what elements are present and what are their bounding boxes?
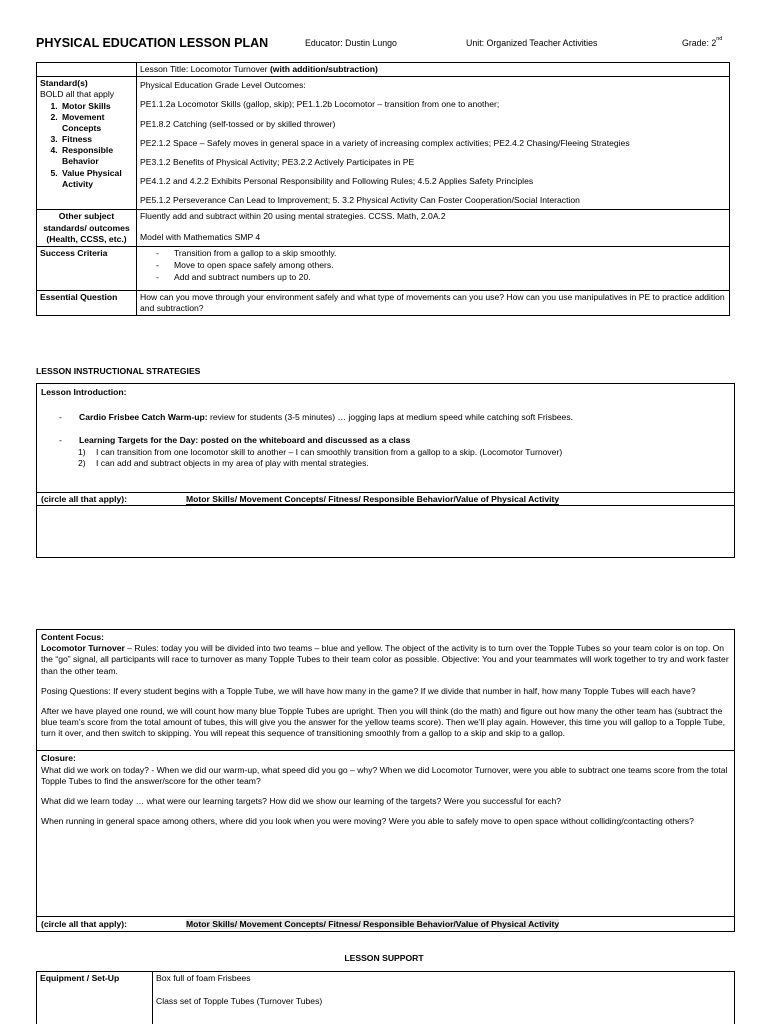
standard-line: PE3.1.2 Benefits of Physical Activity; PE3.2.2 Actively Participates in PE bbox=[140, 156, 415, 167]
list-item: - Add and subtract numbers up to 20. bbox=[156, 272, 726, 283]
introduction-label: Lesson Introduction: bbox=[41, 387, 127, 397]
category-item: 1. Motor Skills bbox=[60, 101, 133, 112]
category-item: 3. Fitness bbox=[60, 134, 133, 145]
outcomes-heading: Physical Education Grade Level Outcomes: bbox=[140, 80, 306, 91]
content-focus-label: Content Focus: bbox=[41, 632, 105, 642]
lesson-title-cell: Lesson Title: Locomotor Turnover (with addition/subtraction) bbox=[137, 63, 730, 77]
closure-question: What did we work on today? - When we did our warm-up, what speed did you go – why? When we did Locomotor Turnover, were you able to subtract one teams score from the total Topple Tubes to find the answer/score for the other team? bbox=[41, 764, 728, 786]
content-focus-section: Content Focus: Locomotor Turnover – Rules: today you will be divided into two teams – blue and yellow. The object of the activity is to turn over the Topple Tubes so your team color is on top. On the “go” signal, all participants will race to turnover as many Topple Tubes to their team color as possible. Objective: You and your teammates will work together to try and work faster than the other team. Posing Questions: If every student begins with a Topple Tube, we will have how many in the game? If we divide that number in half, how many Topple Tubes will each have? After we have played one round, we will count how many blue Topple Tubes are upright. Then you will think (do the math) and figure out how many the other team has (subtract the blue team’s score from the total amount of tubes, this will give you the answer for the yellow teams score). Then we’ll play again. However, this time you will gallop to a Topple Tube, turn it over, and then switch to skipping. You will repeat this sequence of transitioning smoothly from a gallop to a skip and skip to a gallop. bbox=[41, 632, 729, 739]
equipment-item: Class set of Topple Tubes (Turnover Tubes) bbox=[156, 996, 323, 1007]
learning-targets bbox=[78, 447, 730, 469]
standard-line: PE1.8.2 Catching (self-tossed or by skilled thrower) bbox=[140, 118, 336, 129]
closure-question: When running in general space among others, where did you look when you were moving? Were you able to safely move to open space without colliding/contacting others? bbox=[41, 816, 694, 827]
category-item: 2. Movement Concepts bbox=[60, 112, 133, 134]
learning-target: 2) I can add and subtract objects in my area of play with mental strategies. bbox=[78, 457, 369, 468]
document-title: PHYSICAL EDUCATION LESSON PLAN bbox=[36, 36, 269, 50]
closure-question: What did we learn today … what were our learning targets? How did we show our learning of the targets? Were you successful for each? bbox=[41, 795, 562, 806]
standard-line: PE2.1.2 Space – Safely moves in general space in a variety of increasing complex activities; PE2.4.2 Chasing/Fleeing Strategies bbox=[140, 137, 630, 148]
activity-name: Locomotor Turnover bbox=[41, 643, 125, 654]
standard-line: PE5.1.2 Perseverance Can Lead to Improvement; 5. 3.2 Physical Activity Can Foster Cooperation/Social Interaction bbox=[140, 195, 580, 206]
lesson-support-heading: LESSON SUPPORT bbox=[344, 953, 424, 963]
learning-target: 1) I can transition from one locomotor skill to another – I can smoothly transition from a gallop to a skip. (Locomotor Turnover) bbox=[78, 446, 563, 457]
success-criteria-cell bbox=[137, 246, 730, 290]
category-item: 4. Responsible Behavior bbox=[60, 145, 133, 167]
circle-all-row: (circle all that apply): Motor Skills/ Movement Concepts/ Fitness/ Responsible Behavior/Value of Physical Activity bbox=[37, 492, 734, 506]
closure-section bbox=[37, 750, 734, 838]
equipment-cell bbox=[153, 972, 735, 1024]
standard-line: PE1.1.2a Locomotor Skills (gallop, skip); PE1.1.2b Locomotor – transition from one to another; bbox=[140, 99, 500, 110]
standard-line: PE4.1.2 and 4.2.2 Exhibits Personal Responsibility and Following Rules; 4.5.2 Applies Safety Principles bbox=[140, 176, 534, 187]
other-standards-cell: Fluently add and subtract within 20 using mental strategies. CCSS. Math, 2.0A.2 Model with Mathematics SMP 4 bbox=[137, 210, 730, 247]
list-item: - Move to open space safely among others. bbox=[156, 260, 726, 271]
essential-question-label: Essential Question bbox=[37, 290, 137, 315]
unit-name: Unit: Organized Teacher Activities bbox=[466, 38, 598, 48]
content-focus-box bbox=[36, 629, 735, 932]
list-item: - Cardio Frisbee Catch Warm-up: review for students (3-5 minutes) … jogging laps at medium speed while catching soft Frisbees. bbox=[59, 412, 730, 423]
success-criteria-label: Success Criteria bbox=[37, 246, 137, 290]
introduction-list bbox=[59, 412, 730, 469]
essential-question-cell: How can you move through your environment safely and what type of movements can you use? How can you use manipulatives in PE to practice addition and subtraction? bbox=[137, 290, 730, 315]
document-header bbox=[36, 37, 736, 53]
success-criteria-list bbox=[156, 248, 726, 284]
standards-content-cell bbox=[137, 77, 730, 210]
standards-label-cell: Standard(s) BOLD all that apply 1. Motor Skills 2. Movement Concepts 3. Fitness 4. Responsible Behavior 5. Value Physical Activity bbox=[37, 77, 137, 210]
after-round-text: After we have played one round, we will count how many blue Topple Tubes are upright. Then you will think (do the math) and figure out how many the other team has (subtract the blue team’s score from the total amount of tubes, this will give you the answer for the yellow teams score). Then we’ll play again. However, this time you will gallop to a Topple Tube, turn it over, and then switch to skipping. You will repeat this sequence of transitioning smoothly from a gallop to a skip and skip to a gallop. bbox=[41, 705, 726, 739]
grade-level: Grade: 2nd bbox=[682, 36, 723, 48]
standards-table bbox=[36, 62, 730, 316]
standard-categories bbox=[60, 101, 133, 190]
list-item: - Learning Targets for the Day: posted on the whiteboard and discussed as a class 1) I can transition from one locomotor skill to another – I can smoothly transition from a gallop to a skip. (Locomotor Turnover) 2) I can add and subtract objects in my area of play with mental strategies. bbox=[59, 435, 730, 469]
posing-questions: Posing Questions: If every student begins with a Topple Tube, we will have how many in the game? If we divide that number in half, how many Topple Tubes will each have? bbox=[41, 685, 696, 696]
instructional-strategies-heading: LESSON INSTRUCTIONAL STRATEGIES bbox=[36, 366, 201, 376]
other-standards-label: Other subject standards/ outcomes (Health, CCSS, etc.) bbox=[37, 210, 137, 247]
lesson-support-table bbox=[36, 971, 735, 1024]
equipment-item: Box full of foam Frisbees bbox=[156, 973, 251, 983]
educator-name: Educator: Dustin Lungo bbox=[305, 38, 397, 48]
closure-label: Closure: bbox=[41, 753, 76, 764]
category-item: 5. Value Physical Activity bbox=[60, 168, 133, 190]
circle-all-row: (circle all that apply): Motor Skills/ Movement Concepts/ Fitness/ Responsible Behavior/Value of Physical Activity bbox=[37, 916, 734, 932]
equipment-label: Equipment / Set-Up bbox=[37, 972, 153, 1024]
list-item: - Transition from a gallop to a skip smoothly. bbox=[156, 248, 726, 259]
lesson-introduction-box bbox=[36, 383, 735, 558]
